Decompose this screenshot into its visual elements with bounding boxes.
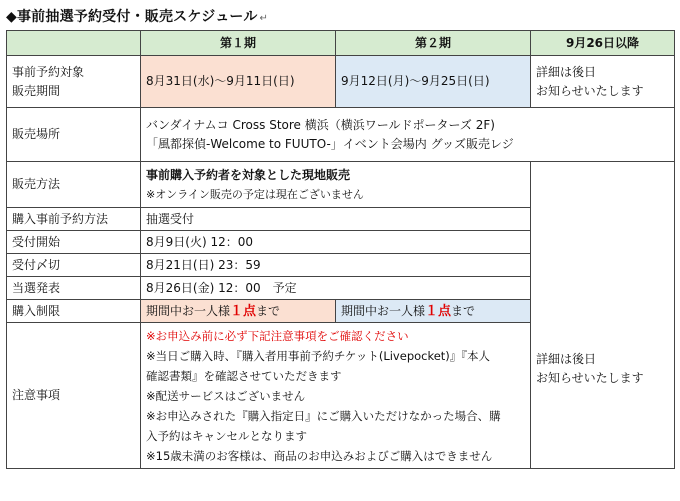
period-2-value: 9月12日(月)～9月25日(日) xyxy=(336,56,531,108)
note-line-2: 確認書類』を確認させていただきます xyxy=(146,368,342,383)
limit-period-2 xyxy=(336,300,531,323)
limit-1-num: １点 xyxy=(230,303,257,319)
label-period-line1: 事前予約対象 xyxy=(12,64,85,79)
period-3-value xyxy=(531,56,675,108)
limit-1-pre: 期間中お一人様 xyxy=(146,303,231,318)
method-line1: 事前購入予約者を対象とした現地販売 xyxy=(146,167,351,182)
later-line1: 詳細は後日 xyxy=(536,351,597,366)
label-resmethod: 購入事前予約方法 xyxy=(7,208,141,231)
label-method: 販売方法 xyxy=(7,162,141,208)
header-period-2: 第２期 xyxy=(336,31,531,56)
method-value xyxy=(141,162,531,208)
header-period-1: 第１期 xyxy=(141,31,336,56)
note-line-5: 入予約はキャンセルとなります xyxy=(146,428,307,443)
announce-value: 8月26日(金) 12：00 予定 xyxy=(141,277,531,300)
row-method xyxy=(7,162,675,208)
label-start: 受付開始 xyxy=(7,231,141,254)
close-value: 8月21日(日) 23：59 xyxy=(141,254,531,277)
period-1-value: 8月31日(水)～9月11日(日) xyxy=(141,56,336,108)
limit-period-1 xyxy=(141,300,336,323)
limit-2-pre: 期間中お一人様 xyxy=(341,303,426,318)
venue-line2: 「風都探偵-Welcome to FUUTO-」イベント会場内 グッズ販売レジ xyxy=(146,136,514,151)
label-notes: 注意事項 xyxy=(7,323,141,469)
venue-value xyxy=(141,108,675,162)
header-row xyxy=(7,31,675,56)
row-period xyxy=(7,56,675,108)
limit-1-post: まで xyxy=(256,303,281,318)
resmethod-value: 抽選受付 xyxy=(141,208,531,231)
label-period xyxy=(7,56,141,108)
schedule-table xyxy=(6,30,675,469)
start-value: 8月9日(火) 12：00 xyxy=(141,231,531,254)
note-line-1: ※当日ご購入時、『購入者用事前予約チケット(Livepocket)』『本人 xyxy=(146,348,491,363)
limit-2-post: まで xyxy=(451,303,476,318)
note-line-6: ※15歳未満のお客様は、商品のお申込みおよびご購入はできません xyxy=(146,448,493,463)
header-blank xyxy=(7,31,141,56)
later-line2: お知らせいたします xyxy=(536,370,644,385)
label-period-line2: 販売期間 xyxy=(12,83,61,98)
venue-line1: バンダイナムコ Cross Store 横浜（横浜ワールドポーターズ 2F) xyxy=(146,117,495,132)
method-line2: ※オンライン販売の予定は現在ございません xyxy=(146,187,364,201)
period-3-line2: お知らせいたします xyxy=(536,83,644,98)
note-line-3: ※配送サービスはございません xyxy=(146,388,306,403)
label-announce: 当選発表 xyxy=(7,277,141,300)
period-3-line1: 詳細は後日 xyxy=(536,64,597,79)
note-line-4: ※お申込みされた『購入指定日』にご購入いただけなかった場合、購 xyxy=(146,408,501,423)
return-mark-icon: ↵ xyxy=(259,13,269,24)
label-close: 受付〆切 xyxy=(7,254,141,277)
label-venue: 販売場所 xyxy=(7,108,141,162)
later-value xyxy=(531,162,675,469)
page-title xyxy=(6,6,268,26)
limit-2-num: １点 xyxy=(425,303,452,319)
label-limit: 購入制限 xyxy=(7,300,141,323)
row-venue xyxy=(7,108,675,162)
header-period-3: 9月26日以降 xyxy=(531,31,675,56)
title-text: ◆事前抽選予約受付・販売スケジュール xyxy=(6,9,258,25)
note-line-0: ※お申込み前に必ず下記注意事項をご確認ください xyxy=(146,328,409,343)
notes-value xyxy=(141,323,531,469)
